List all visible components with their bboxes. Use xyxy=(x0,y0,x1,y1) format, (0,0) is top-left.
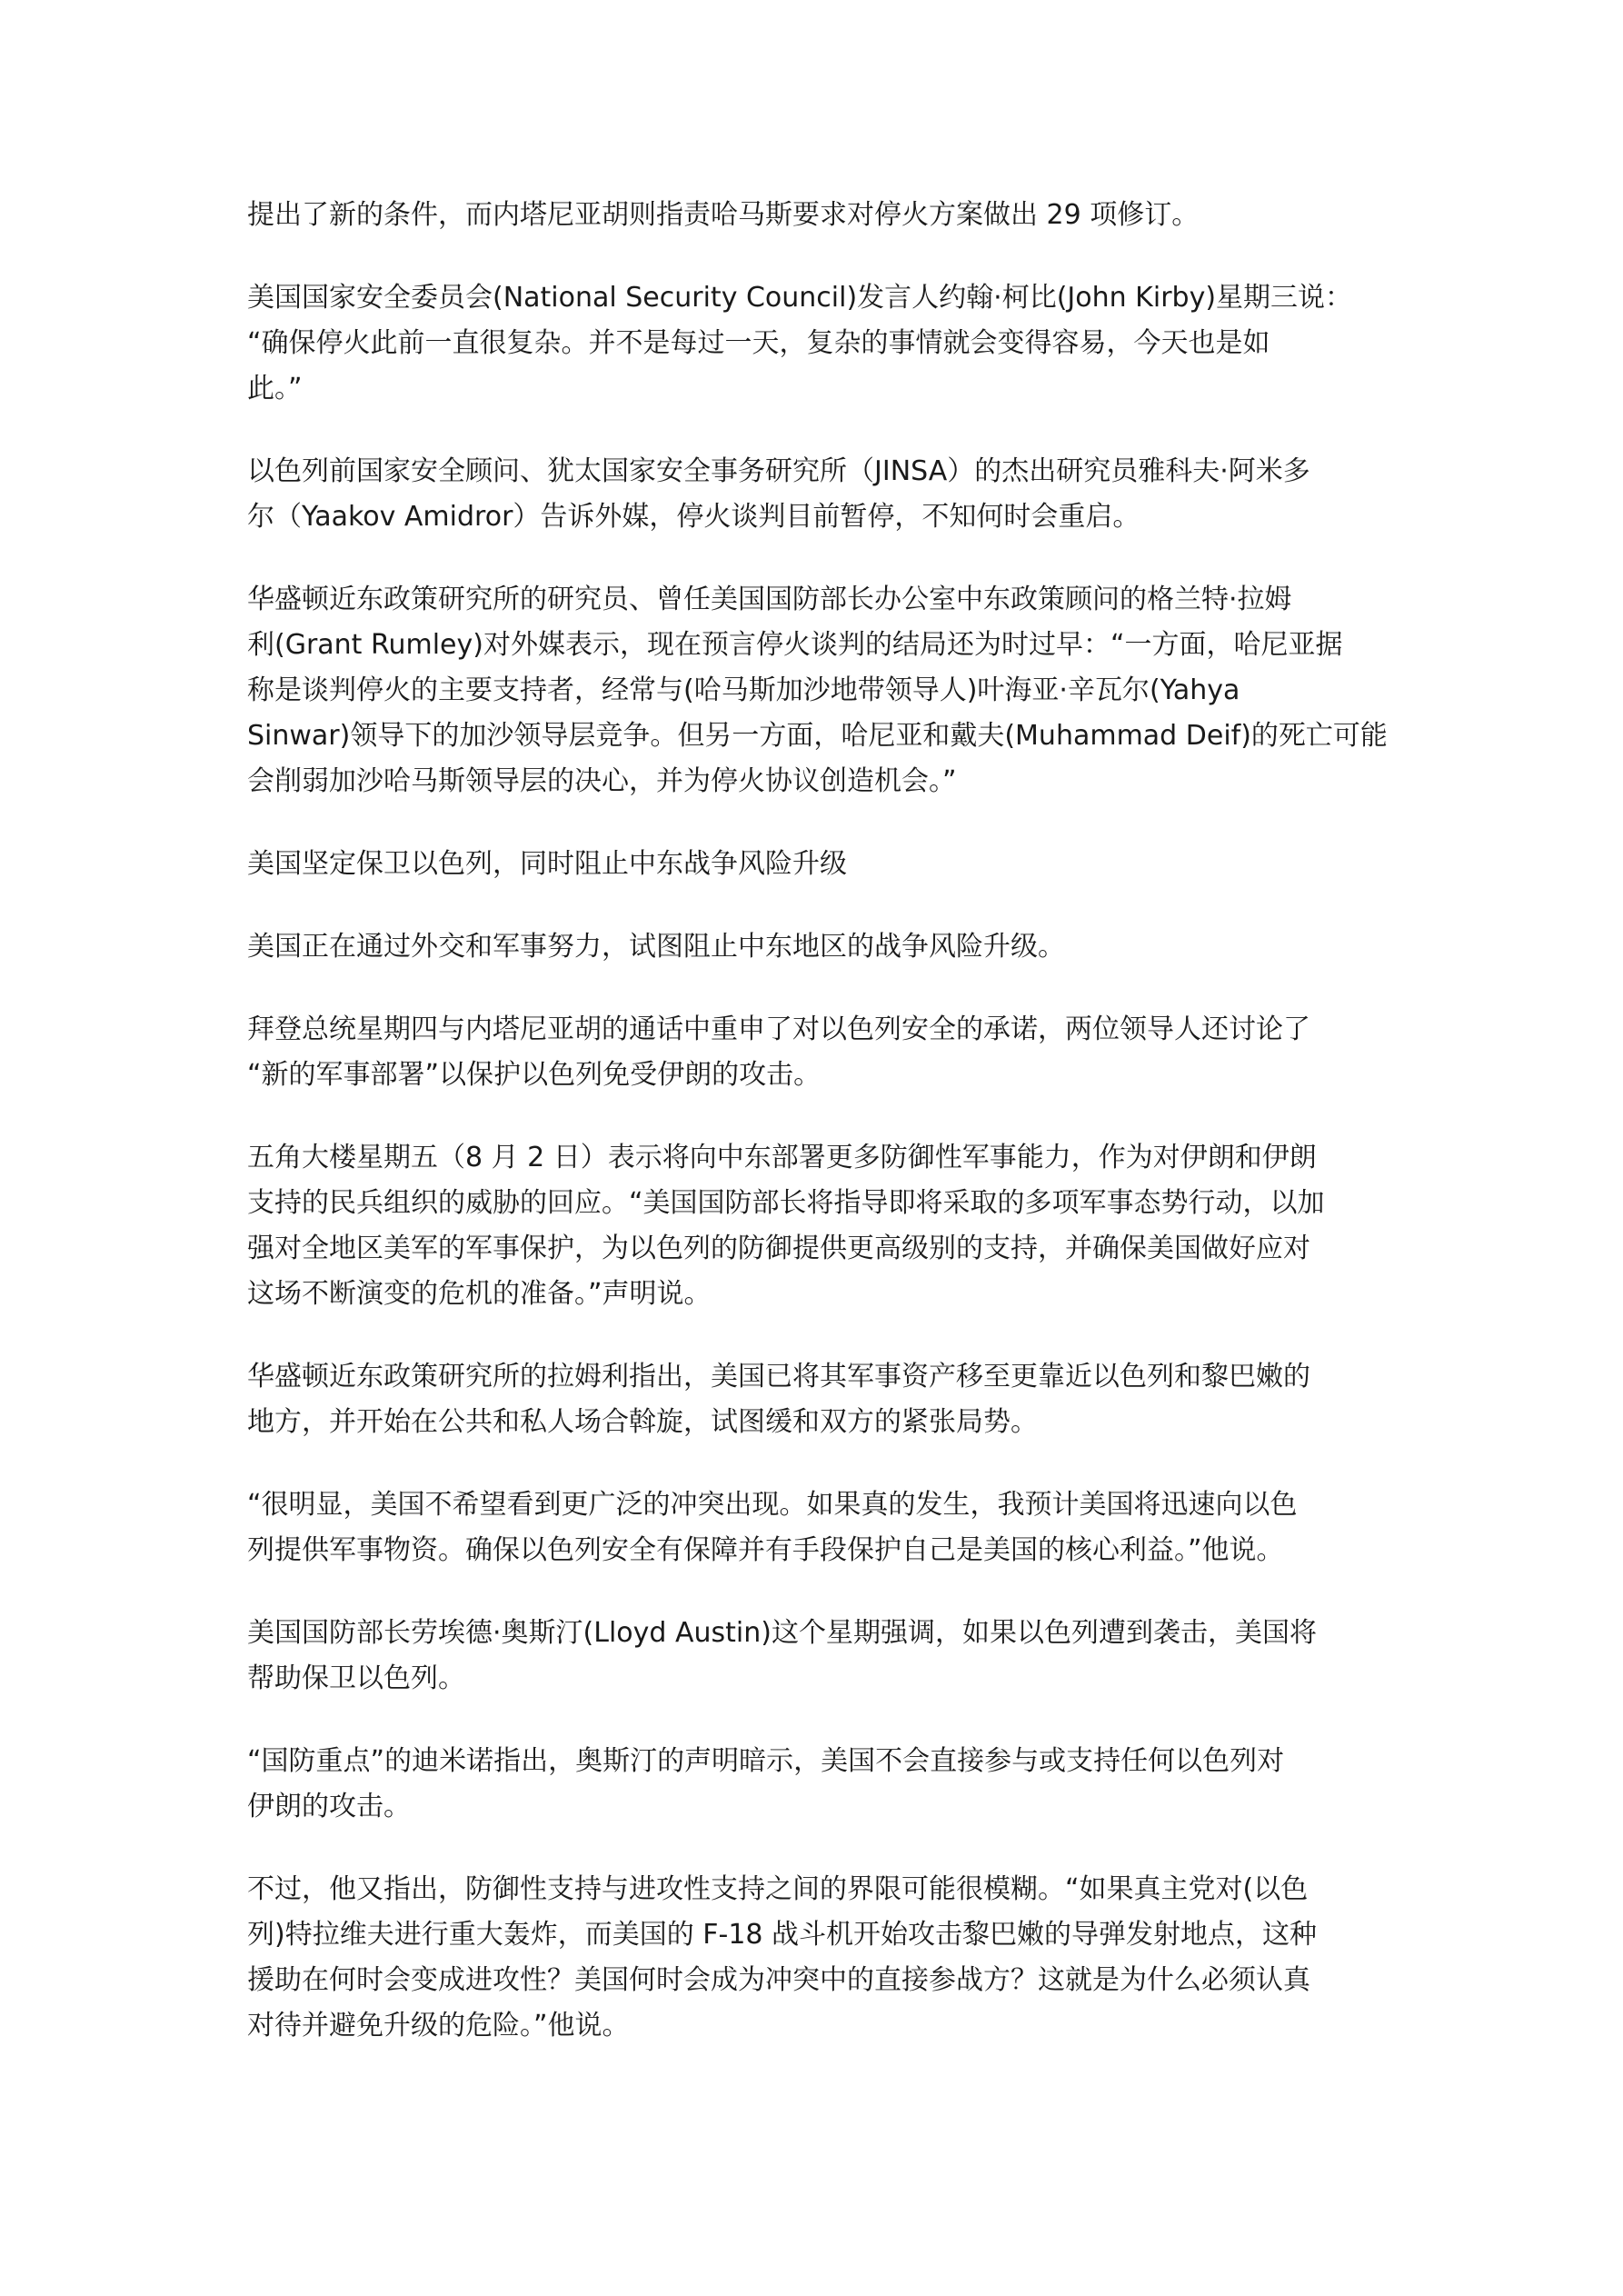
paragraph-11: 美国国防部长劳埃德·奥斯汀(Lloyd Austin)这个星期强调，如果以色列遭到袭击，美国将 帮助保卫以色列。 xyxy=(247,1617,1317,1694)
article-body xyxy=(247,193,1396,2086)
section-heading: 美国坚定保卫以色列，同时阻止中东战争风险升级 xyxy=(247,848,847,880)
paragraph-2: 美国国家安全委员会(National Security Council)发言人约翰·柯比(John Kirby)星期三说： “确保停火此前一直很复杂。并不是每过一天，复杂的事情就会变得容易，今天也是如 此。” xyxy=(247,282,1353,404)
paragraph-1: 提出了新的条件，而内塔尼亚胡则指责哈马斯要求对停火方案做出 29 项修订。 xyxy=(247,199,1200,231)
paragraph-4: 华盛顿近东政策研究所的研究员、曾任美国国防部长办公室中东政策顾问的格兰特·拉姆 利(Grant Rumley)对外媒表示，现在预言停火谈判的结局还为时过早：“一方面，哈尼亚据 称是谈判停火的主要支持者，经常与(哈马斯加沙地带领导人)叶海亚·辛瓦尔(Yahya Sinwar)领导下的加沙领导层竞争。但另一方面，哈尼亚和戴夫(Muhammad Deif)的死亡可能 会削弱加沙哈马斯领导层的决心，并为停火协议创造机会。” xyxy=(247,584,1388,797)
paragraph-9: 华盛顿近东政策研究所的拉姆利指出，美国已将其军事资产移至更靠近以色列和黎巴嫩的 地方，并开始在公共和私人场合斡旋，试图缓和双方的紧张局势。 xyxy=(247,1361,1310,1438)
paragraph-8: 五角大楼星期五（8 月 2 日）表示将向中东部署更多防御性军事能力，作为对伊朗和伊朗 支持的民兵组织的威胁的回应。“美国国防部长将指导即将采取的多项军事态势行动，以加 强对全地区美军的军事保护，为以色列的防御提供更高级别的支持，并确保美国做好应对 这场不断演变的危机的准备。”声明说。 xyxy=(247,1142,1325,1310)
paragraph-6: 美国正在通过外交和军事努力，试图阻止中东地区的战争风险升级。 xyxy=(247,931,1065,963)
paragraph-7: 拜登总统星期四与内塔尼亚胡的通话中重申了对以色列安全的承诺，两位领导人还讨论了 “新的军事部署”以保护以色列免受伊朗的攻击。 xyxy=(247,1013,1310,1091)
paragraph-3: 以色列前国家安全顾问、犹太国家安全事务研究所（JINSA）的杰出研究员雅科夫·阿米多 尔（Yaakov Amidror）告诉外媒，停火谈判目前暂停，不知何时会重启。 xyxy=(247,455,1310,533)
paragraph-10: “很明显，美国不希望看到更广泛的冲突出现。如果真的发生，我预计美国将迅速向以色 列提供军事物资。确保以色列安全有保障并有手段保护自己是美国的核心利益。”他说。 xyxy=(247,1489,1298,1566)
paragraph-12: “国防重点”的迪米诺指出，奥斯汀的声明暗示，美国不会直接参与或支持任何以色列对 伊朗的攻击。 xyxy=(247,1745,1285,1822)
paragraph-13: 不过，他又指出，防御性支持与进攻性支持之间的界限可能很模糊。“如果真主党对(以色 列)特拉维夫进行重大轰炸，而美国的 F-18 战斗机开始攻击黎巴嫩的导弹发射地点，这种 援助在何时会变成进攻性？美国何时会成为冲突中的直接参战方？这就是为什么必须认真 对待并避免升级的危险。”他说。 xyxy=(247,1873,1318,2041)
